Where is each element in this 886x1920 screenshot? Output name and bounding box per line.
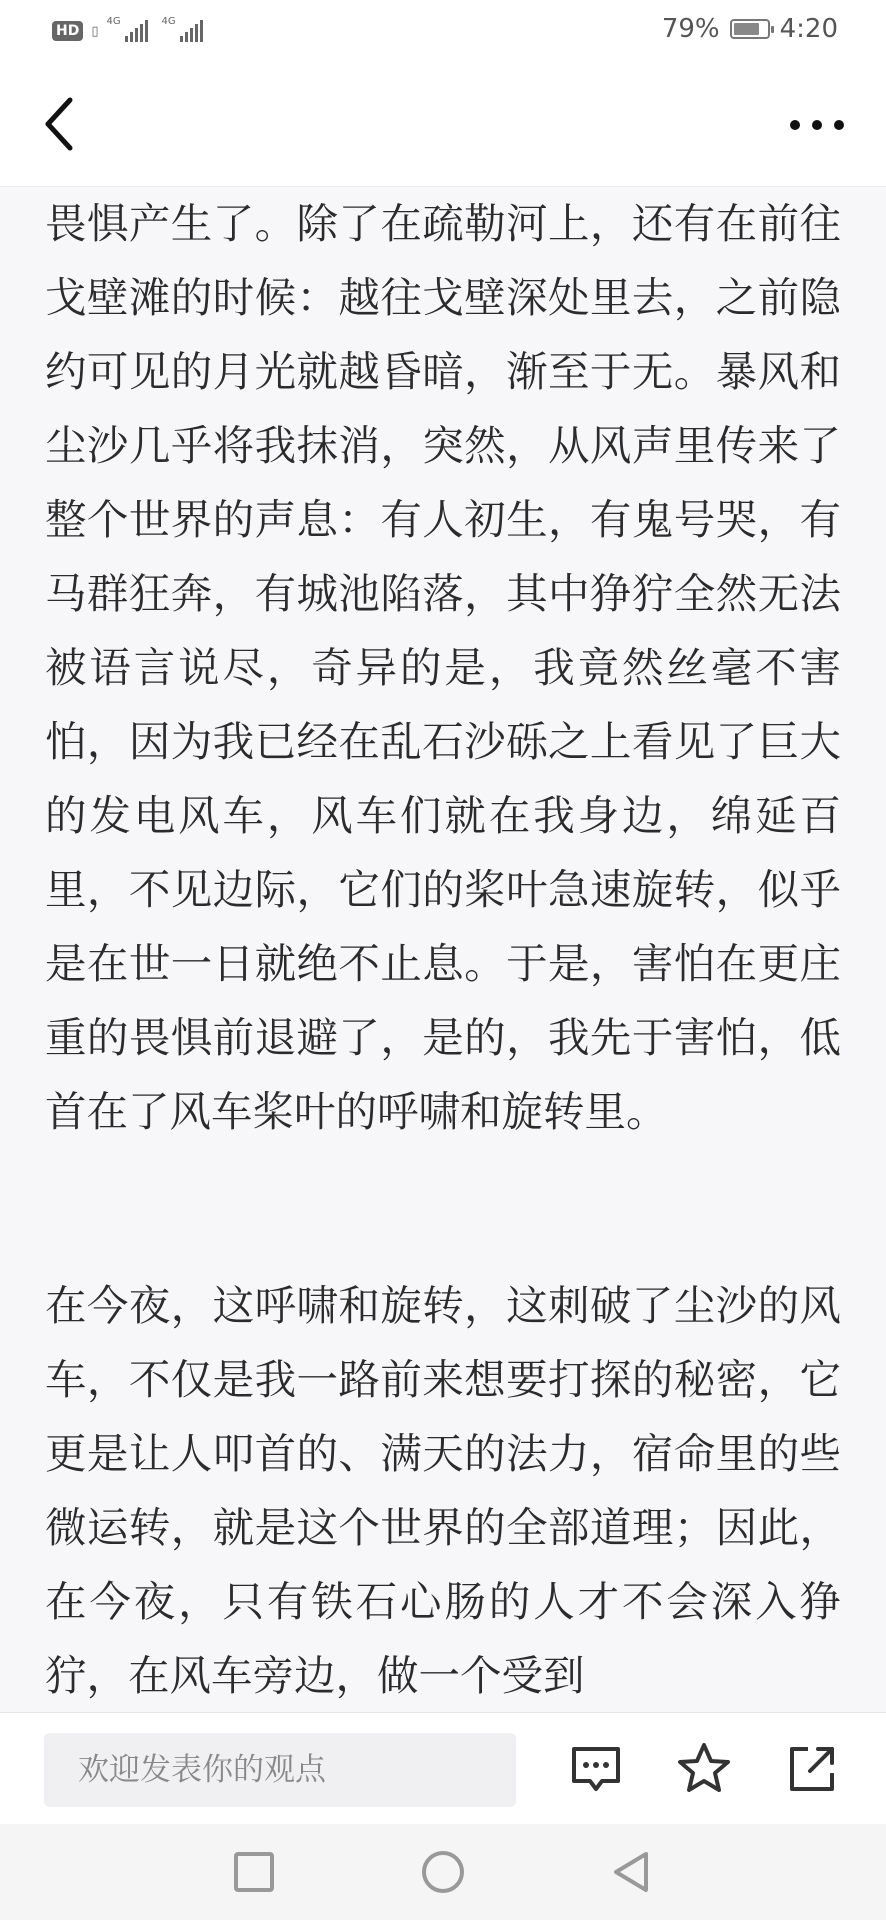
back-button[interactable] — [40, 92, 100, 156]
recent-apps-icon — [228, 1846, 280, 1898]
home-button[interactable] — [417, 1846, 469, 1898]
comment-button[interactable] — [566, 1739, 626, 1799]
hd-badge: HD — [52, 21, 83, 41]
recent-apps-button[interactable] — [228, 1846, 280, 1898]
article-header — [0, 62, 886, 187]
more-horizontal-icon — [790, 120, 800, 130]
clock: 4:20 — [779, 14, 838, 44]
article-paragraph: 畏惧产生了。除了在疏勒河上，还有在前往戈壁滩的时候：越往戈壁深处里去，之前隐约可见的月光就越昏暗，渐至于无。暴风和尘沙几乎将我抹消，突然，从风声里传来了整个世界的声息：有人初生，有鬼号哭，有马群狂奔，有城池陷落，其中狰狞全然无法被语言说尽，奇异的是，我竟然丝毫不害怕，因为我已经在乱石沙砾之上看见了巨大的发电风车，风车们就在我身边，绵延百里，不见边际，它们的桨叶急速旋转，似乎是在世一日就绝不止息。于是，害怕在更庄重的畏惧前退避了，是的，我先于害怕，低首在了风车桨叶的呼啸和旋转里。 — [45, 199, 841, 1136]
comment-icon — [566, 1739, 626, 1799]
status-left — [52, 16, 203, 46]
comment-bar — [0, 1712, 886, 1825]
sim-icon: ▯ — [91, 23, 99, 39]
network-type-1: 4G — [106, 16, 121, 27]
signal-icon-2 — [161, 16, 203, 42]
chevron-left-icon — [40, 92, 100, 156]
more-button[interactable] — [782, 98, 852, 148]
back-triangle-icon — [606, 1846, 658, 1898]
status-right — [662, 14, 838, 44]
signal-icon-1 — [106, 16, 148, 42]
favorite-button[interactable] — [674, 1739, 734, 1799]
comment-input[interactable]: 欢迎发表你的观点 — [44, 1733, 516, 1807]
star-icon — [674, 1739, 734, 1799]
system-nav-bar — [0, 1824, 886, 1920]
nav-back-button[interactable] — [606, 1846, 658, 1898]
battery-icon — [730, 19, 770, 39]
network-type-2: 4G — [161, 16, 176, 27]
share-button[interactable] — [782, 1739, 842, 1799]
article-content[interactable] — [0, 187, 886, 1712]
battery-percent: 79% — [661, 14, 720, 44]
article-paragraph: 在今夜，这呼啸和旋转，这刺破了尘沙的风车，不仅是我一路前来想要打探的秘密，它更是让人叩首的、满天的法力，宿命里的些微运转，就是这个世界的全部道理；因此，在今夜，只有铁石心肠的人才不会深入狰狞，在风车旁边，做一个受到 — [45, 1281, 841, 1700]
home-icon — [417, 1846, 469, 1898]
share-icon — [782, 1739, 842, 1799]
status-bar — [0, 0, 886, 62]
